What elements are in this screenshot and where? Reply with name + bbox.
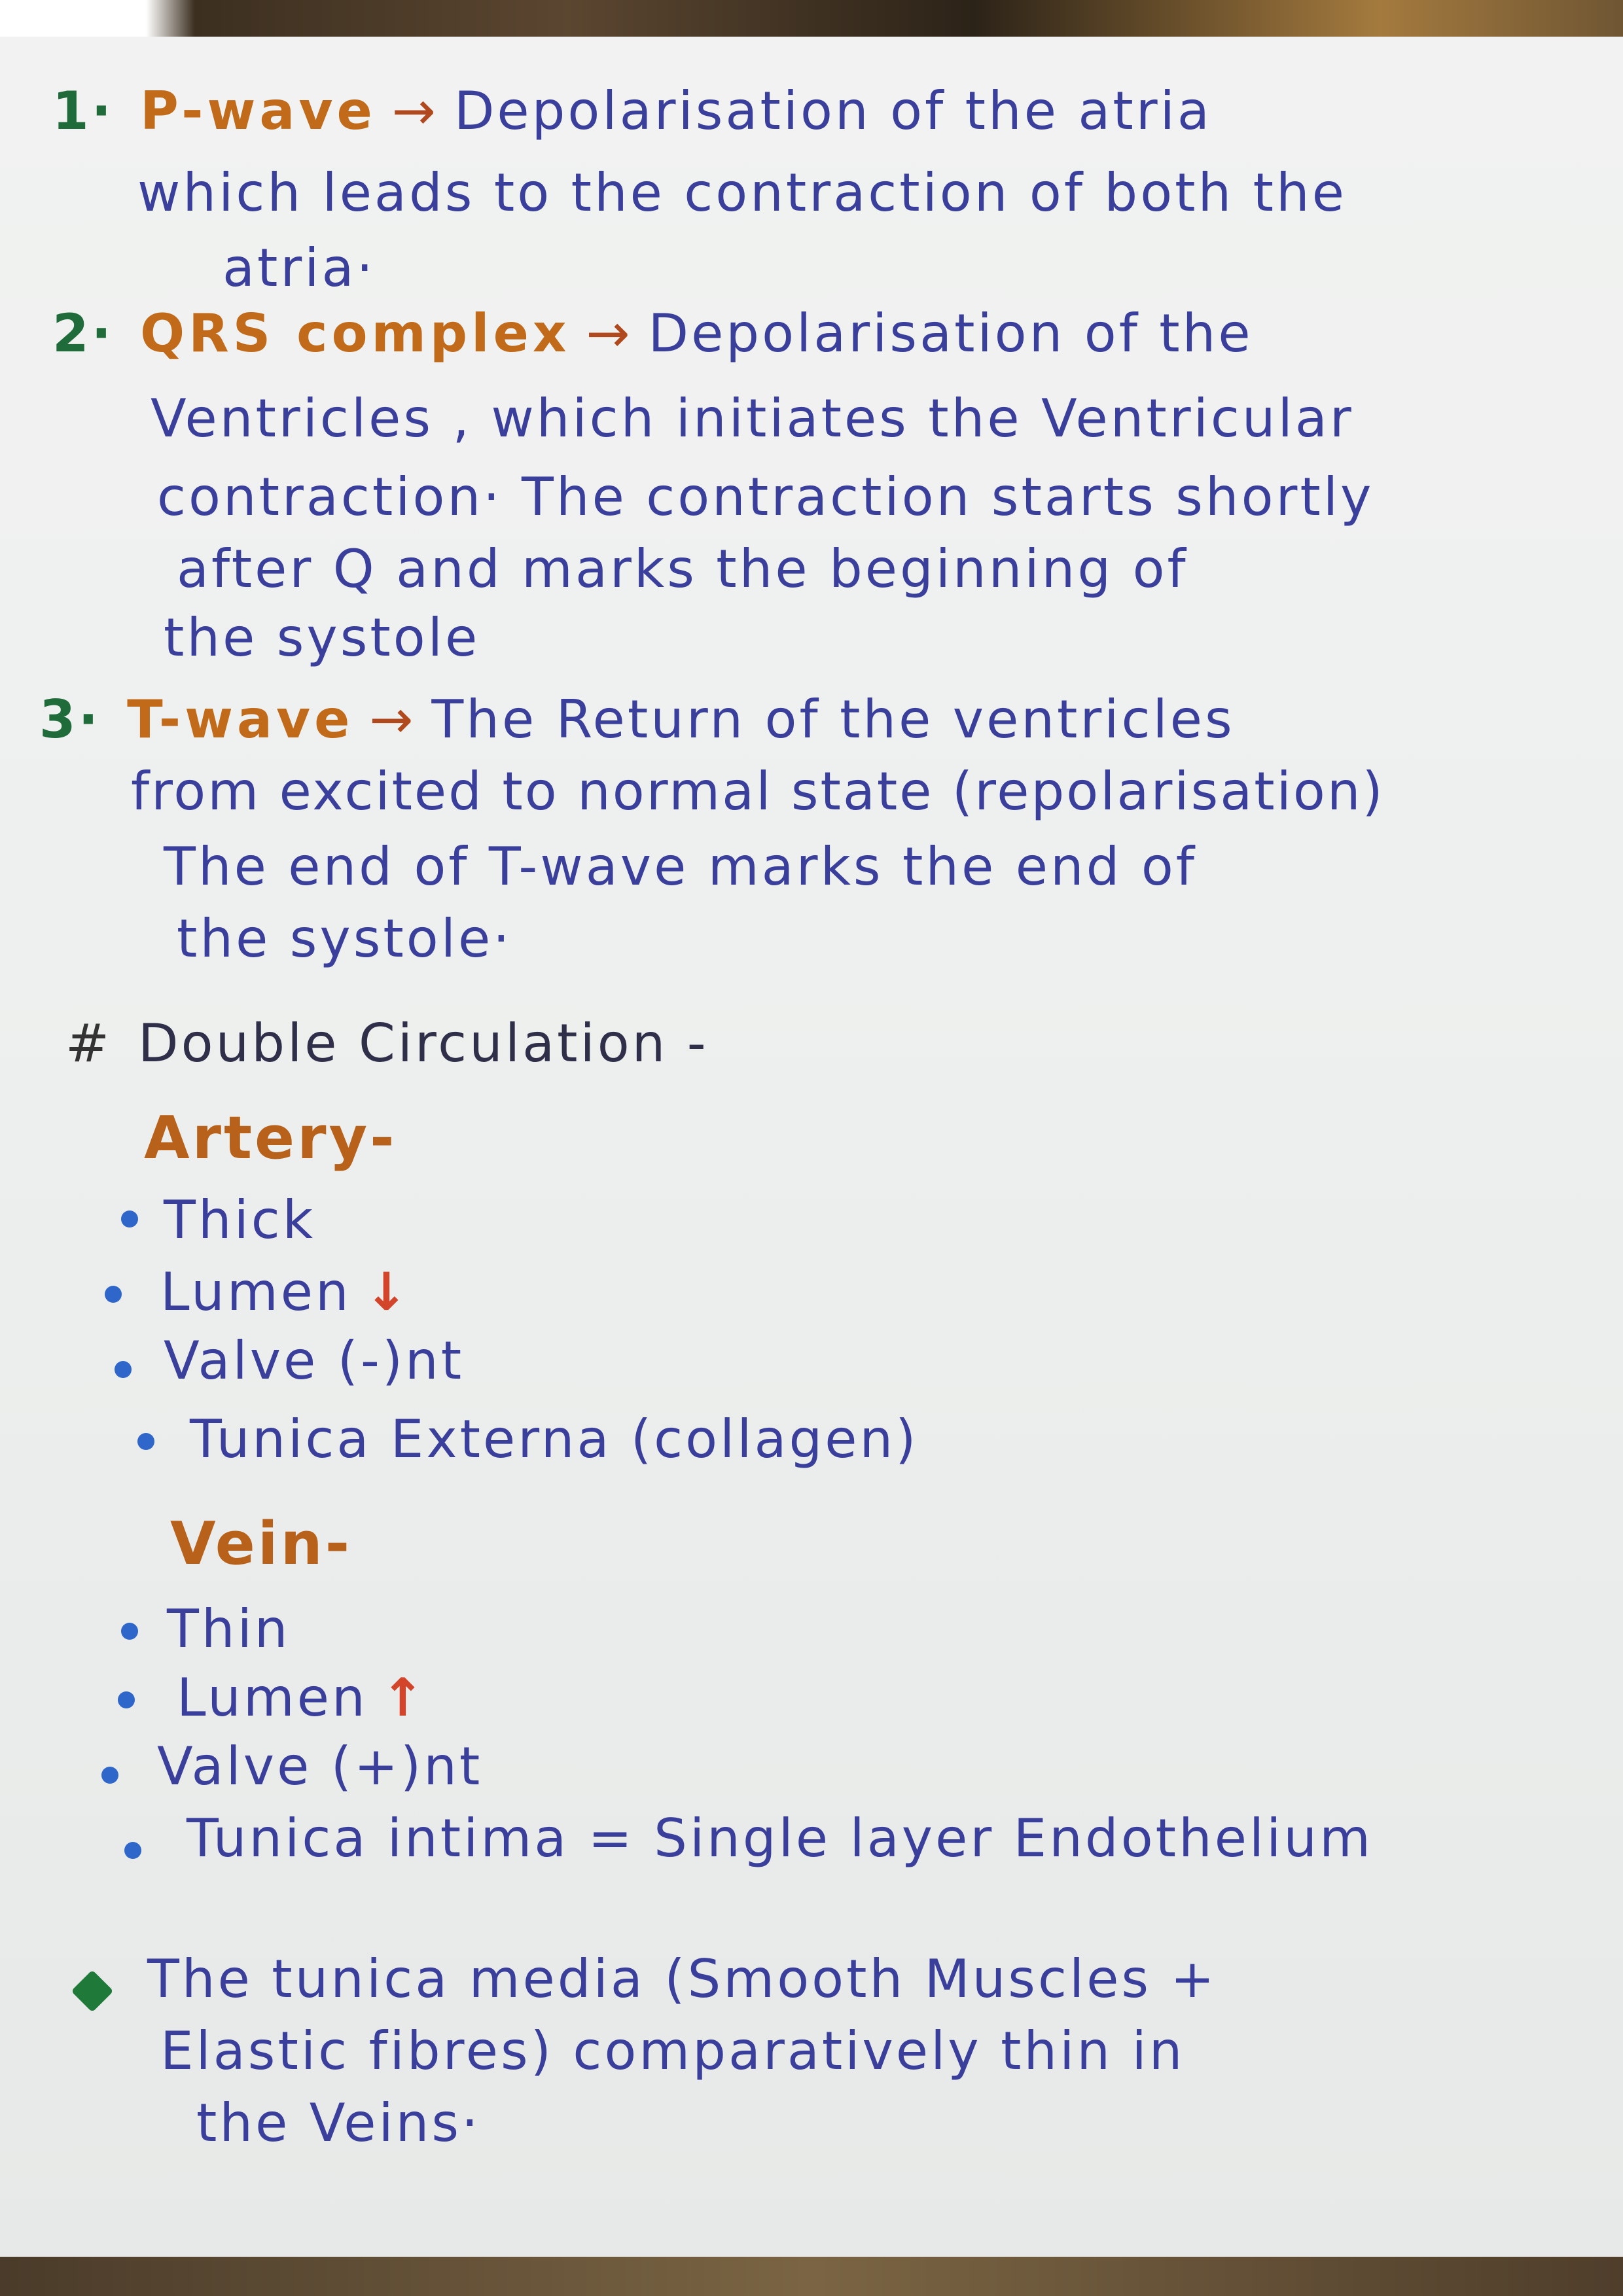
artery-item-valve: Valve (-)nt [164,1330,465,1391]
artery-item-lumen [160,1260,411,1325]
bullet-icon [121,1623,138,1640]
qrs-text-4: after Q and marks the beginning of [177,539,1188,599]
item-number-3: 3· [39,689,101,750]
note-line-1: The tunica media (Smooth Muscles + [147,1949,1217,2009]
t-wave-text-4: the systole· [177,908,512,969]
item-number-2: 2· [52,303,115,364]
qrs-text-5: the systole [164,607,480,668]
photo-top-edge [0,0,1623,37]
p-wave-text-3: atria· [223,238,376,298]
vein-item-valve: Valve (+)nt [157,1736,483,1797]
vein-item-lumen [177,1665,427,1731]
artery-item-tunica-externa: Tunica Externa (collagen) [190,1409,919,1470]
qrs-heading-line [52,301,1253,366]
qrs-text-3: contraction· The contraction starts shortly [157,467,1374,527]
bullet-icon [121,1210,138,1227]
photo-bottom-edge [0,2257,1623,2296]
bullet-icon [115,1361,132,1378]
qrs-text-2: Ventricles , which initiates the Ventricular [151,388,1354,449]
arrow-up-icon: ↑ [380,1667,427,1728]
p-wave-text-1: Depolarisation of the atria [454,80,1212,141]
vein-item-thin: Thin [167,1598,291,1659]
double-circulation-title: Double Circulation - [138,1013,709,1074]
arrow-icon: → [391,80,438,141]
t-wave-heading-line [39,687,1235,752]
bullet-icon [137,1433,154,1450]
p-wave-heading-line [52,79,1212,144]
note-line-3: the Veins· [196,2093,481,2153]
note-line-2: Elastic fibres) comparatively thin in [160,2021,1185,2081]
bullet-icon [105,1286,122,1303]
qrs-title: QRS complex [140,303,571,364]
p-wave-text-2: which leads to the contraction of both the [137,162,1347,223]
artery-title: Artery- [144,1104,397,1173]
arrow-down-icon: ↓ [364,1262,411,1322]
vein-item-tunica-intima: Tunica intima = Single layer Endothelium [187,1808,1374,1869]
item-number-1: 1· [52,80,115,141]
hash-icon: # [65,1013,113,1074]
t-wave-text-1: The Return of the ventricles [431,689,1235,750]
bullet-icon [124,1842,141,1859]
arrow-icon: → [586,303,633,364]
t-wave-text-3: The end of T-wave marks the end of [164,836,1197,897]
t-wave-title: T-wave [127,689,354,750]
arrow-icon: → [369,689,416,750]
vein-title: Vein- [170,1510,353,1578]
double-circulation-heading [65,1011,709,1076]
t-wave-text-2: from excited to normal state (repolarisation) [131,761,1385,822]
artery-item-thick: Thick [164,1190,316,1250]
bullet-icon [101,1767,118,1784]
vein-lumen-label: Lumen [177,1667,368,1728]
artery-lumen-label: Lumen [160,1262,351,1322]
qrs-text-1: Depolarisation of the [648,303,1253,364]
p-wave-title: P-wave [140,80,376,141]
bullet-icon [118,1691,135,1708]
